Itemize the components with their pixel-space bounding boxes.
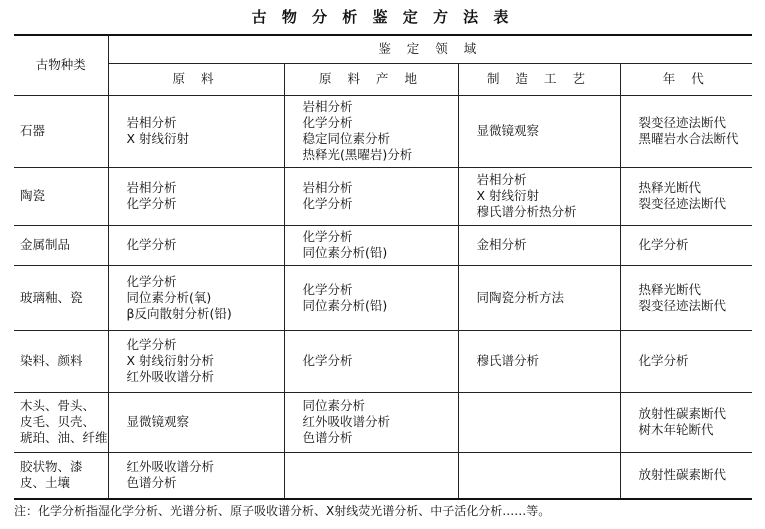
cell-origin-line: 化学分析 <box>302 115 353 130</box>
cell-origin-line: 化学分析 <box>302 229 353 244</box>
cell-origin-line: 化学分析 <box>302 196 353 211</box>
cell-craft <box>458 265 620 330</box>
cell-craft <box>458 95 620 167</box>
cell-origin <box>284 167 458 225</box>
cell-material-line: 红外吸收谱分析 <box>126 459 215 475</box>
cell-age <box>620 167 752 225</box>
cell-age <box>620 225 752 265</box>
cell-origin <box>284 225 458 265</box>
page-title: 古 物 分 析 鉴 定 方 法 表 <box>251 8 514 26</box>
cell-age-line: 化学分析 <box>638 353 689 368</box>
cell-origin-line: 岩相分析 <box>302 99 353 114</box>
header-col-craft: 制 造 工 艺 <box>458 63 620 95</box>
table-row <box>14 392 752 452</box>
cell-material-line: 同位素分析(氧) <box>126 289 212 305</box>
cell-origin <box>284 95 458 167</box>
cell-craft <box>458 330 620 392</box>
cell-name-line: 胶状物、漆 <box>20 459 83 475</box>
cell-material-line: 化学分析 <box>126 237 177 252</box>
cell-craft-line: 同陶瓷分析方法 <box>476 289 565 305</box>
cell-name-line: 皮、土壤 <box>20 475 71 491</box>
table-row <box>14 265 752 330</box>
cell-material <box>108 392 284 452</box>
cell-material-line: β反向散射分析(铅) <box>126 305 232 321</box>
cell-age-line: 放射性碳素断代 <box>638 467 727 483</box>
cell-age <box>620 265 752 330</box>
cell-age <box>620 452 752 499</box>
cell-material <box>108 167 284 225</box>
cell-origin-line: 岩相分析 <box>302 180 353 195</box>
cell-age-line: 裂变径迹法断代 <box>638 115 727 130</box>
cell-craft-line: 显微镜观察 <box>476 123 540 138</box>
cell-material-line: 显微镜观察 <box>126 414 190 429</box>
cell-age <box>620 330 752 392</box>
cell-origin-line: 热释光(黑曜岩)分析 <box>302 147 413 162</box>
cell-origin-line: 稳定同位素分析 <box>302 131 391 146</box>
cell-craft <box>458 392 620 452</box>
cell-name-line: 琥珀、油、纤维 <box>20 430 108 445</box>
cell-age-line: 树木年轮断代 <box>638 422 714 437</box>
cell-material <box>108 330 284 392</box>
cell-age-line: 化学分析 <box>638 237 689 252</box>
cell-material-line: 岩相分析 <box>126 180 177 195</box>
table-row <box>14 225 752 265</box>
cell-origin-line: 化学分析 <box>302 353 353 368</box>
cell-origin-line: 同位素分析(铅) <box>302 245 388 260</box>
cell-material-line: 红外吸收谱分析 <box>126 369 215 384</box>
cell-origin-line: 化学分析 <box>302 281 353 297</box>
header-col-age: 年 代 <box>620 63 752 95</box>
cell-material-line: 化学分析 <box>126 337 177 352</box>
cell-age-line: 热释光断代 <box>638 281 702 297</box>
cell-material <box>108 265 284 330</box>
cell-name-line: 皮毛、贝壳、 <box>20 414 96 429</box>
header-group: 鉴 定 领 域 <box>108 35 752 63</box>
header-col-origin: 原 料 产 地 <box>284 63 458 95</box>
cell-craft-line: X 射线衍射 <box>476 188 540 203</box>
cell-origin-line: 同位素分析(铅) <box>302 297 388 313</box>
cell-material <box>108 452 284 499</box>
cell-name <box>14 95 108 167</box>
header-row-group <box>14 35 752 63</box>
cell-name-line: 石器 <box>20 123 46 138</box>
cell-craft-line: 穆氏谱分析热分析 <box>476 204 577 219</box>
cell-age-line: 黑曜岩水合法断代 <box>638 131 739 146</box>
table-row <box>14 95 752 167</box>
cell-age-line: 裂变径迹法断代 <box>638 297 727 313</box>
cell-origin-line: 同位素分析 <box>302 398 366 413</box>
cell-name-line: 木头、骨头、 <box>20 398 96 413</box>
cell-craft <box>458 452 620 499</box>
cell-material-line: 色谱分析 <box>126 475 177 491</box>
table-row <box>14 330 752 392</box>
header-row-columns <box>14 63 752 95</box>
cell-craft-line: 金相分析 <box>476 237 527 252</box>
cell-material-line: X 射线衍射分析 <box>126 353 215 368</box>
cell-name <box>14 225 108 265</box>
cell-name <box>14 392 108 452</box>
cell-name <box>14 452 108 499</box>
table-row <box>14 167 752 225</box>
cell-name-line: 金属制品 <box>20 237 71 252</box>
cell-age-line: 放射性碳素断代 <box>638 406 727 421</box>
cell-material-line: 岩相分析 <box>126 115 177 130</box>
cell-craft-line: 岩相分析 <box>476 172 527 187</box>
cell-origin <box>284 452 458 499</box>
header-col-material: 原 料 <box>108 63 284 95</box>
cell-age <box>620 95 752 167</box>
cell-name <box>14 330 108 392</box>
cell-name <box>14 265 108 330</box>
cell-age-line: 裂变径迹法断代 <box>638 196 727 211</box>
cell-age-line: 热释光断代 <box>638 180 702 195</box>
cell-craft <box>458 225 620 265</box>
methods-table <box>14 34 752 500</box>
cell-material-line: 化学分析 <box>126 196 177 211</box>
cell-age <box>620 392 752 452</box>
cell-origin <box>284 265 458 330</box>
footnote: 注：化学分析指湿化学分析、光谱分析、原子吸收谱分析、X射线荧光谱分析、中子活化分析……等。 <box>14 504 551 518</box>
cell-name-line: 玻璃釉、瓷 <box>20 289 83 305</box>
cell-craft <box>458 167 620 225</box>
table-row <box>14 452 752 499</box>
cell-material <box>108 95 284 167</box>
cell-material-line: X 射线衍射 <box>126 131 190 146</box>
cell-name-line: 陶瓷 <box>20 188 46 203</box>
cell-name-line: 染料、颜料 <box>20 353 83 368</box>
header-category: 古物种类 <box>14 35 108 95</box>
cell-origin <box>284 392 458 452</box>
cell-material <box>108 225 284 265</box>
cell-material-line: 化学分析 <box>126 273 177 289</box>
cell-origin-line: 色谱分析 <box>302 430 353 445</box>
cell-craft-line: 穆氏谱分析 <box>476 353 540 368</box>
cell-origin <box>284 330 458 392</box>
cell-origin-line: 红外吸收谱分析 <box>302 414 391 429</box>
cell-name <box>14 167 108 225</box>
